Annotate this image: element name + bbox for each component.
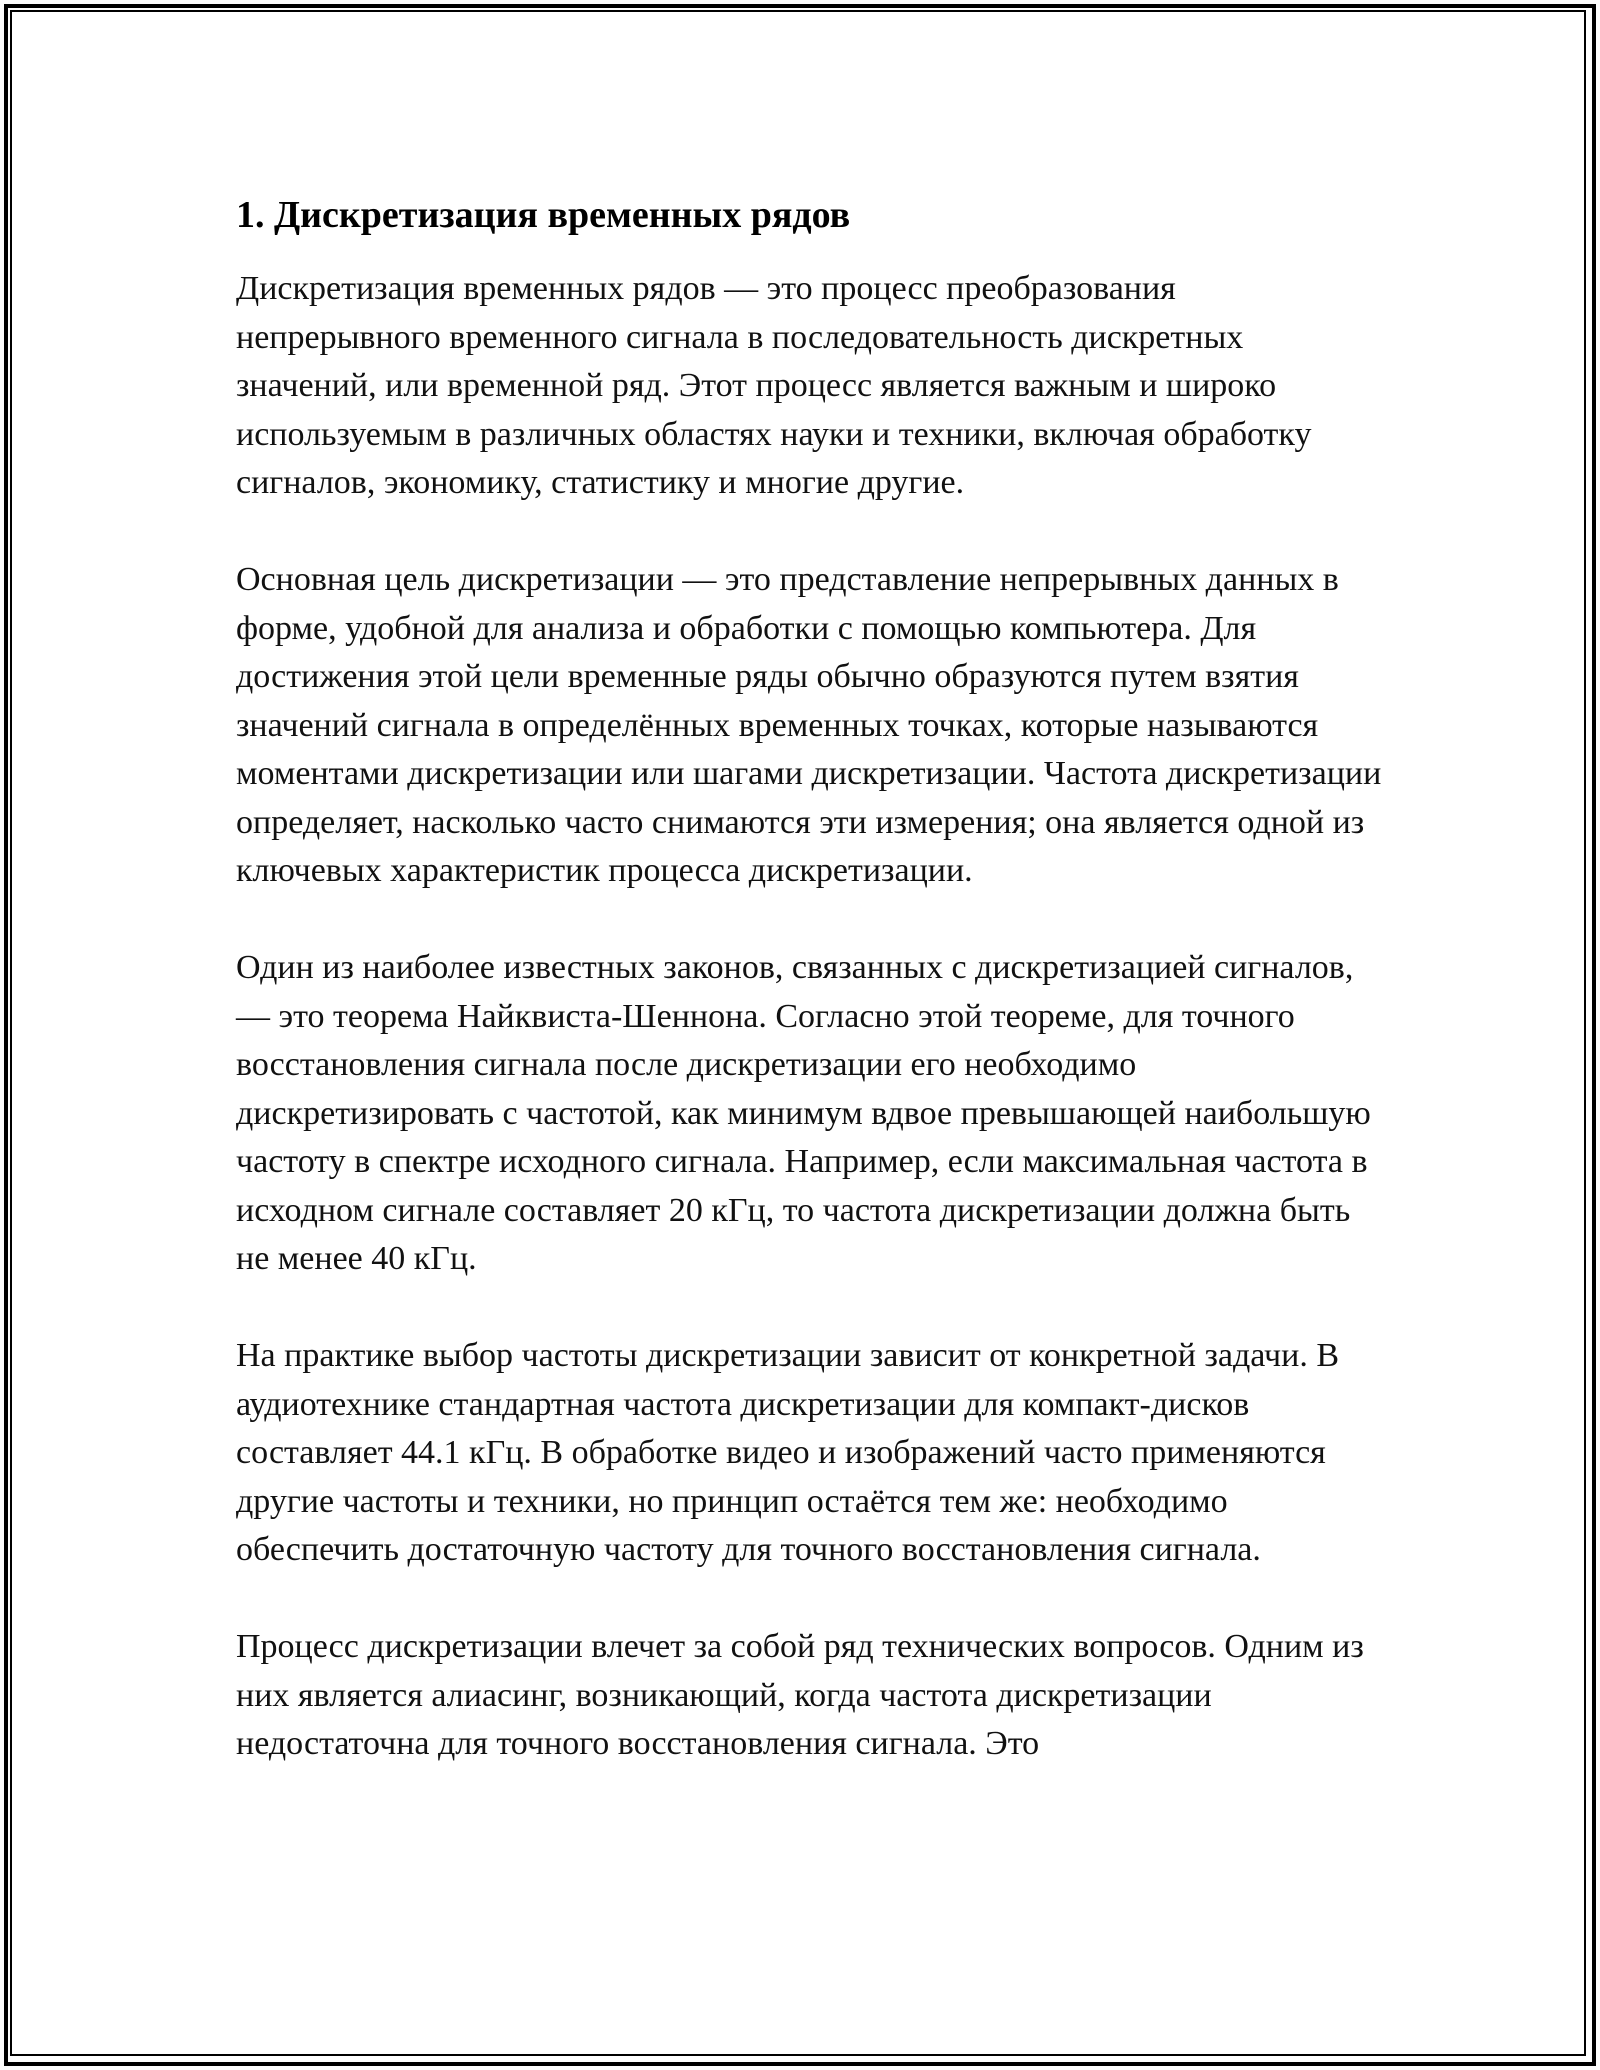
paragraph-4: На практике выбор частоты дискретизации зависит от конкретной задачи. В аудиотехнике стандартная частота дискретизации для компакт-дисков составляет 44.1 кГц. В обработке видео и изображений часто применяются другие частоты и техники, но принцип остаётся тем же: необходимо обеспечить достаточную частоту для точного восстановления сигнала. (236, 1337, 1340, 1568)
paragraph-1: Дискретизация временных рядов — это процесс преобразования непрерывного временного сигнала в последовательность дискретных значений, или временной ряд. Этот процесс является важным и широко используемым в различных областях науки и техники, включая обработку сигналов, экономику, статистику и многие другие. (236, 270, 1312, 501)
document-body (236, 185, 1386, 1769)
paragraph-3: Один из наиболее известных законов, связанных с дискретизацией сигналов, — это теорема Найквиста-Шеннона. Согласно этой теореме, для точного восстановления сигнала после дискретизации его необходимо дискретизировать с частотой, как минимум вдвое превышающей наибольшую частоту в спектре исходного сигнала. Например, если максимальная частота в исходном сигнале составляет 20 кГц, то частота дискретизации должна быть не менее 40 кГц. (236, 949, 1371, 1277)
paragraph-5: Процесс дискретизации влечет за собой ряд технических вопросов. Одним из них является алиасинг, возникающий, когда частота дискретизации недостаточна для точного восстановления сигнала. Это (236, 1628, 1364, 1762)
section-heading: 1. Дискретизация временных рядов (236, 194, 851, 236)
paragraph-2: Основная цель дискретизации — это представление непрерывных данных в форме, удобной для анализа и обработки с помощью компьютера. Для достижения этой цели временные ряды обычно образуются путем взятия значений сигнала в определённых временных точках, которые называются моментами дискретизации или шагами дискретизации. Частота дискретизации определяет, насколько часто снимаются эти измерения; она является одной из ключевых характеристик процесса дискретизации. (236, 561, 1382, 889)
